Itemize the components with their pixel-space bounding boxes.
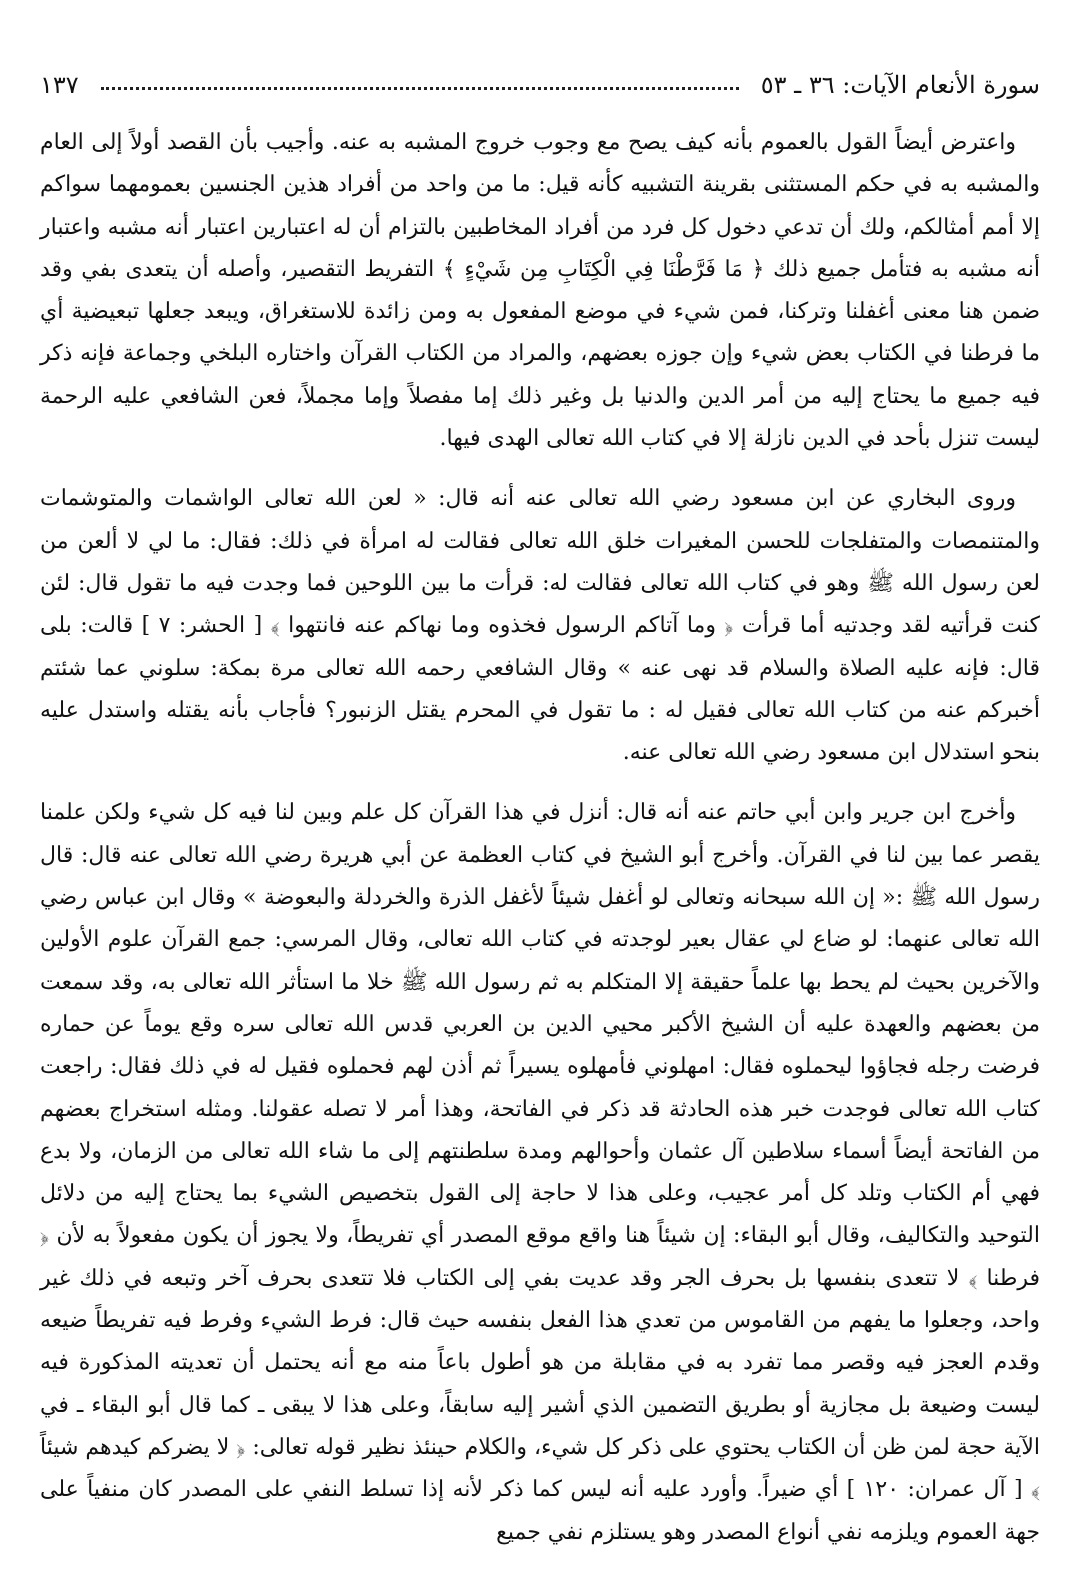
header-dotted-leader (101, 73, 739, 90)
paragraph: وروى البخاري عن ابن مسعود رضي الله تعالى عنه أنه قال: « لعن الله تعالى الواشمات والمتوشمات والمتنمصات والمتفلجات للحسن المغيرات خلق الله تعالى فقالت له امرأة في ذلك: فقال: ما لي لا ألعن من لعن رسول الله ﷺ وهو في كتاب الله تعالى فقالت له: قرأت ما بين اللوحين فما وجدت فيه ما تقول قال: لئن كنت قرأتيه لقد وجدتيه أما قرأت ﴿ وما آتاكم الرسول فخذوه وما نهاكم عنه فانتهوا ﴾ [ الحشر: ٧ ] قالت: بلى قال: فإنه عليه الصلاة والسلام قد نهى عنه » وقال الشافعي رحمه الله تعالى مرة بمكة: سلوني عما شئتم أخبركم عنه من كتاب الله تعالى فقيل له : ما تقول في المحرم يقتل الزنبور؟ فأجاب بأنه يقتله واستدل عليه بنحو استدلال ابن مسعود رضي الله تعالى عنه. (40, 486, 1040, 766)
page-number: ١٣٧ (40, 71, 79, 99)
page (40, 58, 1040, 1554)
body-text (40, 122, 1040, 1554)
header-title: سورة الأنعام الآيات: ٣٦ ـ ٥٣ (760, 71, 1040, 99)
paragraph: وأخرج ابن جرير وابن أبي حاتم عنه أنه قال: أنزل في هذا القرآن كل علم وبين لنا فيه كل شيء ولكن علمنا يقصر عما بين لنا في القرآن. وأخرج أبو الشيخ في كتاب العظمة عن أبي هريرة رضي الله تعالى عنه قال: قال رسول الله ﷺ :« إن الله سبحانه وتعالى لو أغفل شيئاً لأغفل الذرة والخردلة والبعوضة » وقال ابن عباس رضي الله تعالى عنهما: لو ضاع لي عقال بعير لوجدته في كتاب الله تعالى، وقال المرسي: جمع القرآن علوم الأولين والآخرين بحيث لم يحط بها علماً حقيقة إلا المتكلم به ثم رسول الله ﷺ خلا ما استأثر الله تعالى به، وقد سمعت من بعضهم والعهدة عليه أن الشيخ الأكبر محيي الدين بن العربي قدس الله تعالى سره وقع يوماً عن حماره فرضت رجله فجاؤوا ليحملوه فقال: امهلوني فأمهلوه يسيراً ثم أذن لهم فحملوه فقيل له في ذلك فقال: راجعت كتاب الله تعالى فوجدت خبر هذه الحادثة قد ذكر في الفاتحة، وهذا أمر لا تصله عقولنا. ومثله استخراج بعضهم من الفاتحة أيضاً أسماء سلاطين آل عثمان وأحوالهم ومدة سلطنتهم إلى ما شاء الله تعالى من الزمان، ولا بدع فهي أم الكتاب وتلد كل أمر عجيب، وعلى هذا لا حاجة إلى القول بتخصيص الشيء بما يحتاج إليه من دلائل التوحيد والتكاليف، وقال أبو البقاء: إن شيئاً هنا واقع موقع المصدر أي تفريطاً، ولا يجوز أن يكون مفعولاً به لأن ﴿ فرطنا ﴾ لا تتعدى بنفسها بل بحرف الجر وقد عديت بفي إلى الكتاب فلا تتعدى بحرف آخر وتبعه في ذلك غير واحد، وجعلوا ما يفهم من القاموس من تعدي هذا الفعل بنفسه حيث قال: فرط الشيء وفرط فيه تفريطاً ضيعه وقدم العجز فيه وقصر مما تفرد به في مقابلة من هو أطول باعاً منه مع أنه يحتمل أن تعديته المذكورة فيه ليست وضيعة بل مجازية أو بطريق التضمين الذي أشير إليه سابقاً، وعلى هذا لا يبقى ـ كما قال أبو البقاء ـ في الآية حجة لمن ظن أن الكتاب يحتوي على ذكر كل شيء، والكلام حينئذ نظير قوله تعالى: ﴿ لا يضركم كيدهم شيئاً ﴾ [ آل عمران: ١٢٠ ] أي ضيراً. وأورد عليه أنه ليس كما ذكر لأنه إذا تسلط النفي على المصدر كان منفياً على جهة العموم ويلزمه نفي أنواع المصدر وهو يستلزم نفي جميع (40, 800, 1040, 1545)
paragraph: واعترض أيضاً القول بالعموم بأنه كيف يصح مع وجوب خروج المشبه به عنه. وأجيب بأن القصد أولاً إلى العام والمشبه به في حكم المستثنى بقرينة التشبيه كأنه قيل: ما من واحد من أفراد هذين الجنسين بعمومهما سواكم إلا أمم أمثالكم، ولك أن تدعي دخول كل فرد من أفراد المخاطبين بالتزام أن له اعتبارين اعتبار أنه مشبه واعتبار أنه مشبه به فتأمل جميع ذلك ﴿ مَا فَرَّطْنَا فِي الْكِتَابِ مِن شَيْءٍ ﴾ التفريط التقصير، وأصله أن يتعدى بفي وقد ضمن هنا معنى أغفلنا وتركنا، فمن شيء في موضع المفعول به ومن زائدة للاستغراق، ويبعد جعلها تبعيضية أي ما فرطنا في الكتاب بعض شيء وإن جوزه بعضهم، والمراد من الكتاب القرآن واختاره البلخي وجماعة فإنه ذكر فيه جميع ما يحتاج إليه من أمر الدين والدنيا بل وغير ذلك إما مفصلاً وإما مجملاً، فعن الشافعي عليه الرحمة ليست تنزل بأحد في الدين نازلة إلا في كتاب الله تعالى الهدى فيها. (40, 130, 1040, 452)
running-header (40, 58, 1040, 112)
